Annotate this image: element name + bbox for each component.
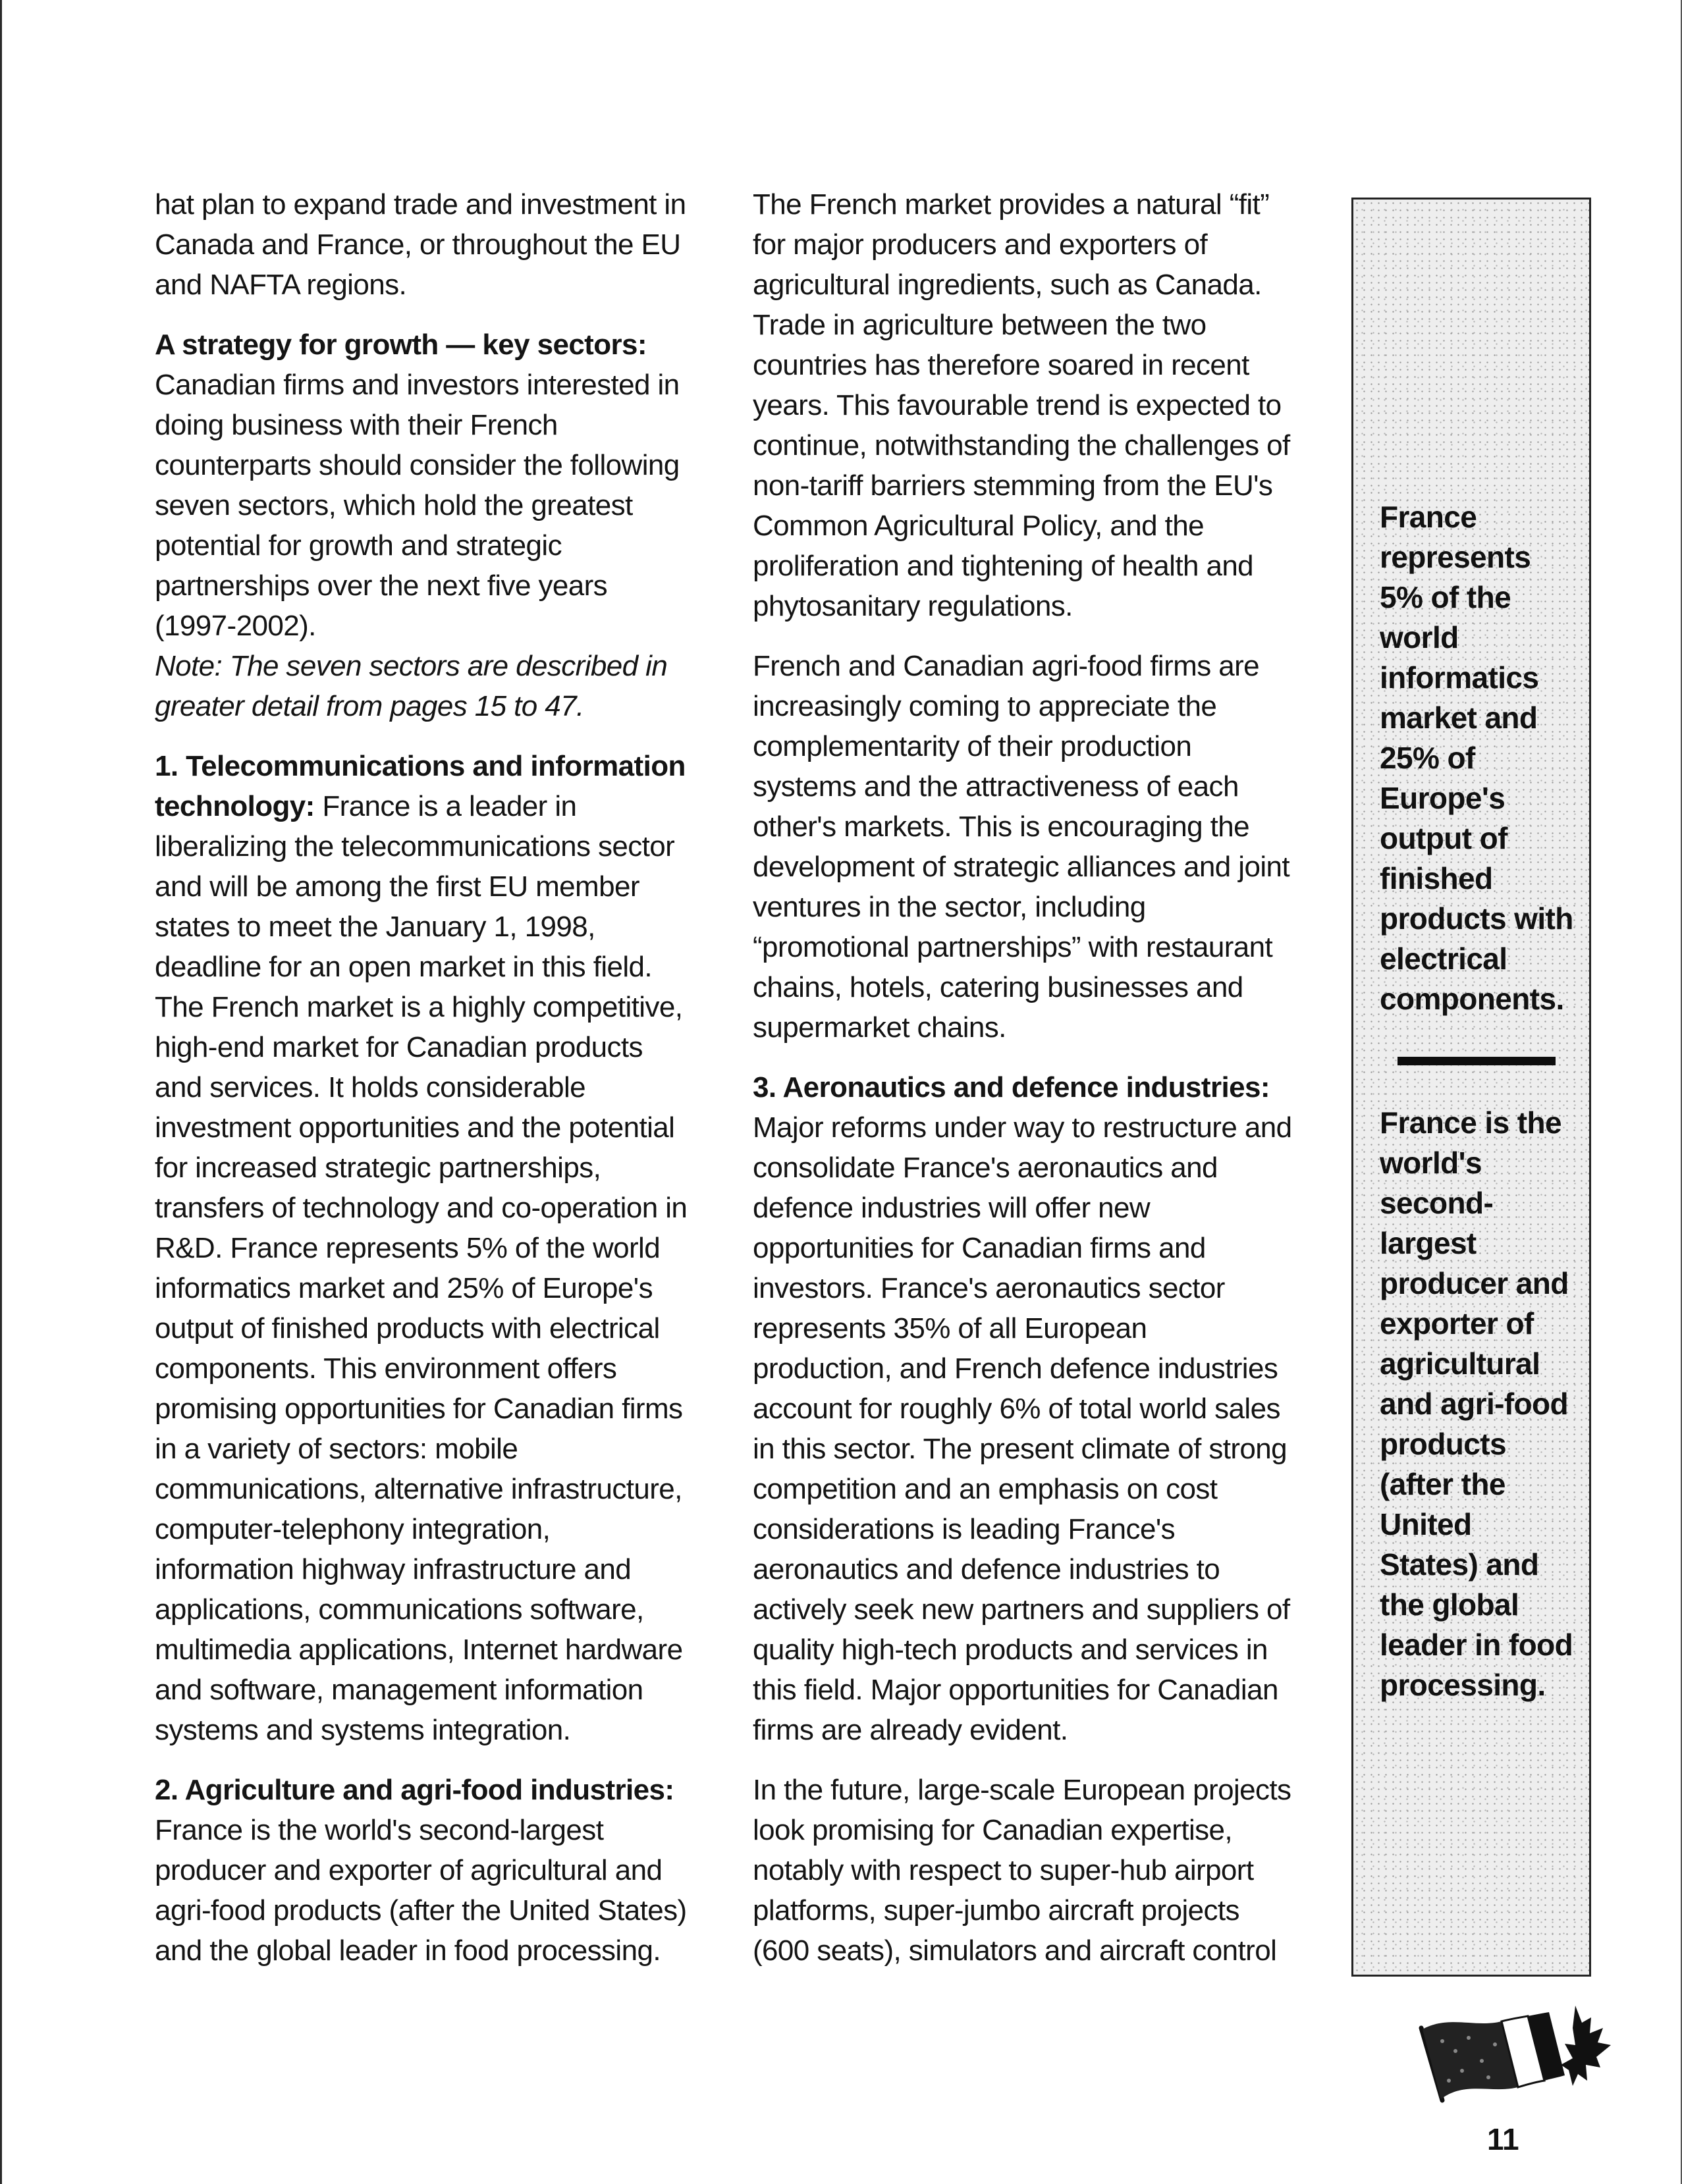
section-strategy (155, 325, 695, 646)
text-column-middle (753, 184, 1293, 1990)
pull-quote: France represents 5% of the world informatics market and 25% of Europe's output of finished products with electrical components. (1380, 500, 1573, 1016)
divider (1397, 1057, 1556, 1065)
sidebar-pull-quotes (1351, 198, 1591, 1977)
section-telecom (155, 746, 695, 1750)
section-heading: 2. Agriculture and agri-food industries: (155, 1774, 674, 1806)
section-text: Major reforms under way to restructure and consolidate France's aeronautics and defence industries will offer new opportunities for Canadian firms and investors. France's aeronautics sector represents 35% of all European production, and French defence industries account for roughly 6% of total world sales in this sector. The present climate of strong competition and an emphasis on cost considerations is leading France's aeronautics and defence industries to actively seek new partners and suppliers of quality high-tech products and services in this field. Major opportunities for Canadian firms are already evident. (753, 1111, 1292, 1746)
section-text: France is a leader in liberalizing the telecommunications sector and will be among the first EU member states to meet the January 1, 1998, deadline for an open market in this field. The French market is a highly competitive, high-end market for Canadian products and services. It holds considerable investment opportunities and the potential for increased strategic partnerships, transfers of technology and co-operation in R&D. France represents 5% of the world informatics market and 25% of Europe's output of finished products with electrical components. This environment offers promising opportunities for Canadian firms in a variety of sectors: mobile communications, alternative infrastructure, computer-telephony integration, information highway infrastructure and applications, communications software, multimedia applications, Internet hardware and software, management information systems and systems integration. (155, 790, 688, 1746)
page-edge (0, 0, 2, 2184)
section-text: Canadian firms and investors interested in doing business with their French counterparts should consider the following seven sectors, which hold the greatest potential for growth and strategic partnerships over the next five years (1997-2002). (155, 369, 680, 642)
section-heading: 1. Telecommunications and information technology: (155, 750, 686, 822)
paragraph: French and Canadian agri-food firms are increasingly coming to appreciate the complementarity of their production systems and the attractiveness of each other's markets. This is encouraging the development of strategic alliances and joint ventures in the sector, including “promotional partnerships” with restaurant chains, hotels, catering businesses and supermarket chains. (753, 650, 1289, 1044)
paragraph: The French market provides a natural “fit” for major producers and exporters of agricultural ingredients, such as Canada. Trade in agriculture between the two countries has therefore soared in recent years. This favourable trend is expected to continue, notwithstanding the challenges of non-tariff barriers stemming from the EU's Common Agricultural Policy, and the proliferation and tightening of health and phytosanitary regulations. (753, 188, 1290, 622)
paragraph: hat plan to expand trade and investment in Canada and France, or throughout the EU and NAFTA regions. (155, 188, 686, 301)
section-aeronautics (753, 1067, 1293, 1750)
section-agriculture (155, 1770, 695, 1971)
note (155, 646, 695, 726)
note-text: Note: The seven sectors are described in greater detail from pages 15 to 47. (155, 650, 668, 722)
page-number: 11 (1487, 2122, 1519, 2156)
section-text: France is the world's second-largest producer and exporter of agricultural and agri-food products (after the United States) and the global leader in food processing. (155, 1814, 687, 1967)
section-heading: 3. Aeronautics and defence industries: (753, 1071, 1270, 1104)
section-heading: A strategy for growth — key sectors: (155, 329, 647, 361)
pull-quote: France is the world's second-largest producer and exporter of agricultural and agri-food products (after the United States) and the global leader in food processing. (1380, 1105, 1573, 1702)
paragraph: In the future, large-scale European projects look promising for Canadian expertise, notably with respect to super-hub airport platforms, super-jumbo aircraft projects (600 seats), simulators and aircraft control (753, 1774, 1291, 1967)
text-column-left (155, 184, 695, 1990)
france-canada-flag-icon (1403, 2002, 1620, 2120)
